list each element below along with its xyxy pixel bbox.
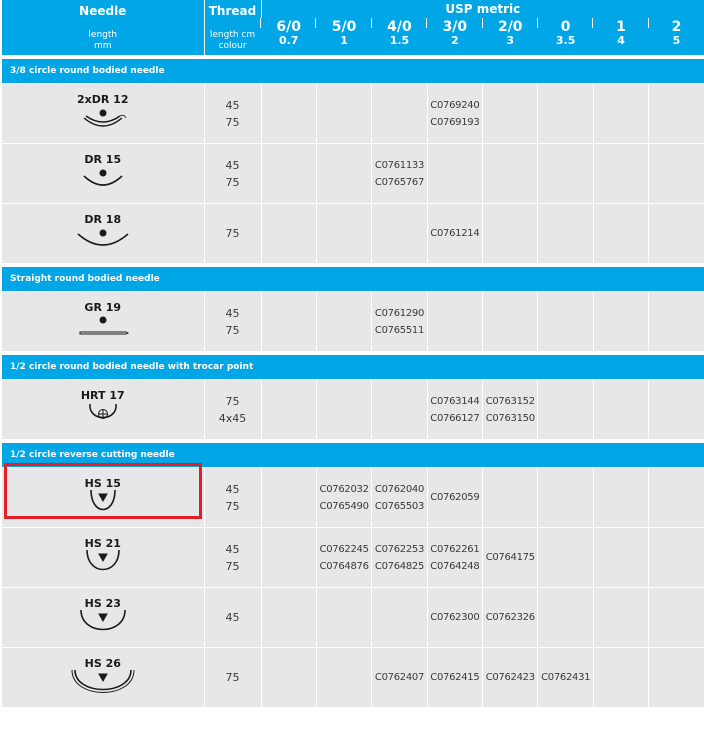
code-cell [593, 292, 648, 352]
needle-code: DR 18 [84, 213, 122, 226]
usp-size-header [483, 18, 538, 56]
thread-length: 75 [225, 394, 240, 408]
code-cell [427, 648, 482, 708]
metric-size-label: 1.5 [389, 34, 410, 47]
thread-length: 45 [225, 98, 240, 112]
needle-column-header [2, 0, 204, 56]
needle-cell [2, 380, 204, 440]
product-code: C0762431 [541, 672, 591, 683]
needle-figure [2, 657, 204, 698]
code-cell [538, 84, 593, 144]
suture-product-table [2, 0, 704, 707]
code-cell [649, 380, 704, 440]
reverse-cutting-needle-icon [68, 670, 138, 698]
code-cell [538, 648, 593, 708]
thread-header-title: Thread [208, 4, 257, 18]
thread-column-header [204, 0, 261, 56]
column-divider [426, 18, 427, 28]
code-cell [649, 648, 704, 708]
double-curved-needle-icon [68, 106, 138, 134]
product-code: C0763144 [430, 395, 480, 407]
code-cell [538, 204, 593, 264]
product-code: C0762415 [430, 672, 480, 683]
product-code: C0762423 [485, 672, 535, 683]
metric-size-label: 5 [672, 34, 681, 47]
column-divider [537, 18, 538, 28]
code-cell [261, 648, 316, 708]
code-cell [316, 204, 371, 264]
thread-length: 75 [225, 499, 240, 513]
needle-code: HS 21 [84, 537, 121, 550]
code-cell [483, 468, 538, 528]
code-cell [372, 84, 427, 144]
product-code: C0764825 [374, 560, 425, 572]
curved-needle-icon [68, 226, 138, 254]
code-cell [372, 292, 427, 352]
code-cell [427, 204, 482, 264]
code-cell [483, 84, 538, 144]
code-cell [483, 380, 538, 440]
code-cell [538, 144, 593, 204]
code-cell [372, 588, 427, 648]
usp-size-header [427, 18, 482, 56]
section-title: 3/8 circle round bodied needle [2, 59, 704, 84]
usp-size-label: 6/0 [276, 19, 301, 35]
usp-metric-header: USP metric [261, 0, 704, 18]
trocar-needle-icon [68, 402, 138, 430]
section-title: Straight round bodied needle [2, 267, 704, 292]
needle-header-length: length [88, 30, 118, 40]
thread-length: 45 [225, 158, 240, 172]
product-code: C0763150 [485, 412, 535, 424]
code-cell [316, 380, 371, 440]
metric-size-label: 3 [506, 34, 515, 47]
usp-size-header [593, 18, 648, 56]
section-title: 1/2 circle round bodied needle with trocar point [2, 355, 704, 380]
thread-cell [204, 292, 261, 352]
product-code: C0765503 [374, 500, 425, 512]
code-cell [649, 588, 704, 648]
product-code: C0763152 [485, 395, 535, 407]
needle-code: HS 23 [84, 597, 121, 610]
code-cell [593, 468, 648, 528]
code-cell [261, 84, 316, 144]
code-cell [649, 528, 704, 588]
thread-length: 45 [225, 482, 240, 496]
code-cell [427, 144, 482, 204]
product-code: C0764876 [319, 560, 369, 572]
code-cell [483, 528, 538, 588]
table-row [2, 380, 704, 440]
usp-size-label: 0 [560, 19, 571, 35]
usp-size-header [649, 18, 704, 56]
product-code: C0761133 [374, 159, 425, 171]
code-cell [649, 144, 704, 204]
usp-size-label: 5/0 [331, 19, 357, 35]
code-cell [483, 588, 538, 648]
product-code: C0769193 [430, 116, 480, 128]
table-row [2, 528, 704, 588]
code-cell [649, 204, 704, 264]
usp-size-header [261, 18, 316, 56]
code-cell [372, 648, 427, 708]
code-cell [261, 292, 316, 352]
product-code: C0762059 [430, 492, 480, 503]
needle-cell [2, 204, 204, 264]
code-cell [316, 588, 371, 648]
code-cell [316, 84, 371, 144]
column-divider [315, 18, 316, 28]
section-header-row [2, 59, 704, 84]
usp-size-label: 3/0 [442, 19, 468, 35]
thread-cell [204, 648, 261, 708]
code-cell [427, 468, 482, 528]
needle-figure [2, 93, 204, 134]
code-cell [316, 144, 371, 204]
thread-cell [204, 84, 261, 144]
reverse-cutting-needle-icon [68, 610, 138, 638]
code-cell [372, 204, 427, 264]
metric-size-label: 3.5 [555, 34, 576, 47]
product-code: C0762253 [374, 543, 425, 555]
column-divider [648, 18, 649, 28]
code-cell [427, 84, 482, 144]
code-cell [593, 588, 648, 648]
product-code: C0764248 [430, 560, 480, 572]
needle-cell [2, 144, 204, 204]
needle-code: DR 15 [84, 153, 122, 166]
reverse-cutting-needle-icon [68, 550, 138, 578]
code-cell [372, 144, 427, 204]
needle-code: HS 15 [84, 477, 121, 490]
table-row [2, 588, 704, 648]
column-divider [260, 18, 261, 28]
usp-size-header [372, 18, 427, 56]
metric-size-label: 2 [451, 34, 459, 47]
product-code: C0762300 [430, 612, 480, 623]
usp-size-label: 4/0 [387, 19, 412, 35]
highlight-box [4, 463, 202, 519]
usp-size-label: 1 [616, 19, 626, 35]
needle-code: HS 26 [84, 657, 121, 670]
thread-length: 45 [225, 542, 240, 556]
table-row [2, 648, 704, 708]
curved-needle-icon [68, 166, 138, 194]
metric-size-label: 0.7 [278, 34, 299, 47]
code-cell [427, 380, 482, 440]
straight-needle-icon [68, 314, 138, 342]
needle-figure [2, 301, 204, 342]
column-divider [371, 18, 372, 28]
product-code: C0765511 [374, 324, 425, 336]
usp-size-label: 2/0 [497, 19, 523, 35]
code-cell [538, 292, 593, 352]
needle-cell [2, 528, 204, 588]
code-cell [593, 380, 648, 440]
code-cell [483, 144, 538, 204]
product-code: C0764175 [485, 552, 535, 563]
table-header-row [2, 0, 704, 18]
code-cell [372, 528, 427, 588]
needle-cell [2, 588, 204, 648]
needle-figure [2, 213, 204, 254]
needle-figure [2, 153, 204, 194]
code-cell [427, 292, 482, 352]
thread-length: 4x45 [218, 411, 247, 425]
thread-length: 75 [225, 175, 240, 189]
product-code: C0762245 [319, 543, 369, 555]
product-code: C0766127 [430, 412, 480, 424]
thread-cell [204, 468, 261, 528]
code-cell [649, 84, 704, 144]
thread-header-colour: colour [218, 41, 247, 51]
needle-cell [2, 648, 204, 708]
code-cell [483, 648, 538, 708]
code-cell [538, 468, 593, 528]
code-cell [593, 204, 648, 264]
table-row [2, 84, 704, 144]
product-code: C0762032 [319, 483, 369, 495]
product-code: C0765767 [374, 176, 425, 188]
product-code: C0761214 [430, 228, 480, 239]
needle-figure [2, 597, 204, 638]
usp-size-header [538, 18, 593, 56]
code-cell [538, 528, 593, 588]
code-cell [649, 468, 704, 528]
metric-size-label: 1 [340, 34, 348, 47]
code-cell [261, 204, 316, 264]
thread-length: 75 [225, 559, 240, 573]
code-cell [261, 380, 316, 440]
code-cell [316, 468, 371, 528]
metric-size-label: 4 [617, 34, 625, 47]
code-cell [261, 588, 316, 648]
code-cell [261, 528, 316, 588]
product-code: C0765490 [319, 500, 369, 512]
needle-cell [2, 84, 204, 144]
thread-cell [204, 588, 261, 648]
thread-length: 75 [225, 323, 240, 337]
usp-size-header [316, 18, 371, 56]
code-cell [538, 588, 593, 648]
column-divider [592, 18, 593, 28]
column-divider [482, 18, 483, 28]
table-row [2, 204, 704, 264]
code-cell [316, 528, 371, 588]
thread-length: 75 [225, 227, 240, 240]
thread-cell [204, 144, 261, 204]
needle-cell [2, 292, 204, 352]
product-code: C0769240 [430, 99, 480, 111]
product-code: C0762326 [485, 612, 535, 623]
thread-header-length: length cm [209, 30, 256, 40]
needle-code: GR 19 [84, 301, 122, 314]
table-row [2, 144, 704, 204]
code-cell [593, 648, 648, 708]
code-cell [483, 204, 538, 264]
product-code: C0761290 [374, 307, 425, 319]
thread-cell [204, 528, 261, 588]
needle-header-unit: mm [93, 41, 112, 51]
code-cell [649, 292, 704, 352]
thread-length: 75 [225, 671, 240, 684]
section-header-row [2, 267, 704, 292]
product-code: C0762040 [374, 483, 425, 495]
thread-length: 45 [225, 611, 240, 624]
section-title: 1/2 circle reverse cutting needle [2, 443, 704, 468]
code-cell [483, 292, 538, 352]
code-cell [538, 380, 593, 440]
usp-size-label: 2 [671, 19, 682, 35]
needle-figure [2, 537, 204, 578]
code-cell [372, 380, 427, 440]
code-cell [316, 292, 371, 352]
section-header-row [2, 355, 704, 380]
code-cell [427, 588, 482, 648]
product-code: C0762407 [374, 672, 425, 683]
code-cell [427, 528, 482, 588]
needle-code: HRT 17 [80, 389, 125, 402]
needle-code: 2xDR 12 [77, 93, 129, 106]
code-cell [261, 144, 316, 204]
code-cell [316, 648, 371, 708]
thread-length: 75 [225, 115, 240, 129]
needle-header-title: Needle [79, 4, 127, 18]
product-code: C0762261 [430, 543, 480, 555]
table-row [2, 292, 704, 352]
code-cell [593, 84, 648, 144]
code-cell [261, 468, 316, 528]
needle-figure [2, 389, 204, 430]
thread-cell [204, 380, 261, 440]
code-cell [593, 528, 648, 588]
thread-cell [204, 204, 261, 264]
thread-length: 45 [225, 306, 240, 320]
code-cell [593, 144, 648, 204]
code-cell [372, 468, 427, 528]
